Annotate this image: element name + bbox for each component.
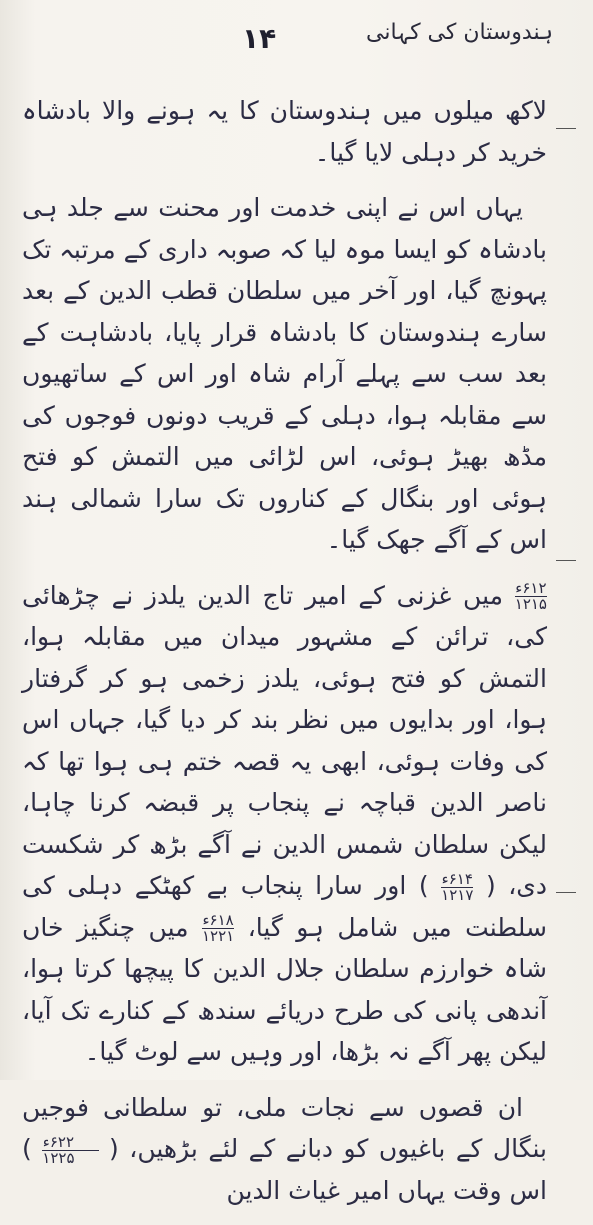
paragraph-3-text-after-3: میں چنگیز خاں شاہ خوارزم سلطان جلال الدین کا پیچھا کرتا ہوا، آندھی پانی کی طرح دریائے سندھ کے کنارے تک آیا، لیکن پھر آگے نہ بڑھا، اور وہیں سے لوٹ گیا۔ — [22, 912, 547, 1066]
date-3-hijri: ۶۱۸ء — [202, 911, 234, 929]
paragraph-4-text-before: ان قصوں سے نجات ملی، تو سلطانی فوجیں بنگال کے باغیوں کو دبانے کے لئے بڑھیں، ( — [22, 1092, 547, 1163]
date-4-gregorian: ۱۲۲۵ — [42, 1150, 98, 1166]
paragraph-1 — [22, 90, 547, 173]
date-4 — [42, 1132, 98, 1167]
page-number: ۱۴ — [242, 22, 277, 55]
date-1-gregorian: ۱۲۱۵ — [514, 595, 547, 613]
paragraph-3 — [22, 575, 547, 1073]
date-1 — [515, 581, 547, 612]
paragraph-3-text-after-2: ) اور سارا پنجاب بے کھٹکے دہلی کی سلطنت میں شامل ہو گیا، — [22, 871, 547, 942]
paragraph-4 — [22, 1087, 547, 1212]
date-3 — [202, 913, 234, 944]
date-2-hijri: ۶۱۴ء — [441, 869, 473, 888]
date-2-gregorian: ۱۲۱۷ — [441, 885, 474, 904]
paragraph-3-text-after: میں غزنی کے امیر تاج الدین یلدز نے چڑھائی کی، ترائن کے مشہور میدان میں مقابلہ ہوا، التمش کو فتح ہوئی، یلدز زخمی ہو کر گرفتار ہوا، اور بدایوں میں نظر بند کر دیا گیا، جہاں اس کی وفات ہوئی، ابھی یہ قصہ ختم ہی ہوا تھا کہ ناصر الدین قباچہ نے پنجاب پر قبضہ کرنا چاہا، لیکن سلطان شمس الدین نے آگے بڑھ کر شکست دی، ( — [22, 580, 548, 900]
paragraph-2-text: یہاں اس نے اپنی خدمت اور محنت سے جلد ہی بادشاہ کو ایسا موہ لیا کہ صوبہ داری کے مرتبہ تک پہونچ گیا، اور آخر میں سلطان قطب الدین کے بعد سارے ہندوستان کا بادشاہ قرار پایا، بادشاہت کے بعد سب سے پہلے آرام شاہ اور اس کے ساتھیوں سے مقابلہ ہوا، دہلی کے قریب دونوں فوجوں کی مڈھ بھیڑ ہوئی، اس لڑائی میں التمش کو فتح ہوئی اور بنگال کے کناروں تک سارا شمالی ہند اس کے آگے جھک گیا۔ — [22, 193, 547, 554]
page-header — [0, 14, 593, 62]
date-4-hijri: ۶۲۲ء — [42, 1132, 75, 1151]
paragraph-4-text-after: ) اس وقت یہاں امیر غیاث الدین — [22, 1134, 547, 1205]
body-text — [22, 90, 547, 1225]
margin-tick — [556, 560, 576, 561]
date-1-hijri: ۶۱۲ء — [515, 579, 547, 597]
paragraph-2 — [22, 187, 547, 561]
margin-tick — [556, 892, 576, 893]
date-3-gregorian: ۱۲۲۱ — [201, 927, 235, 945]
running-title: ہندوستان کی کہانی — [366, 20, 553, 45]
margin-tick — [556, 128, 576, 129]
paragraph-1-text: لاکھ میلوں میں ہندوستان کا یہ ہونے والا بادشاہ خرید کر دہلی لایا گیا۔ — [22, 96, 547, 167]
date-2 — [441, 869, 474, 904]
